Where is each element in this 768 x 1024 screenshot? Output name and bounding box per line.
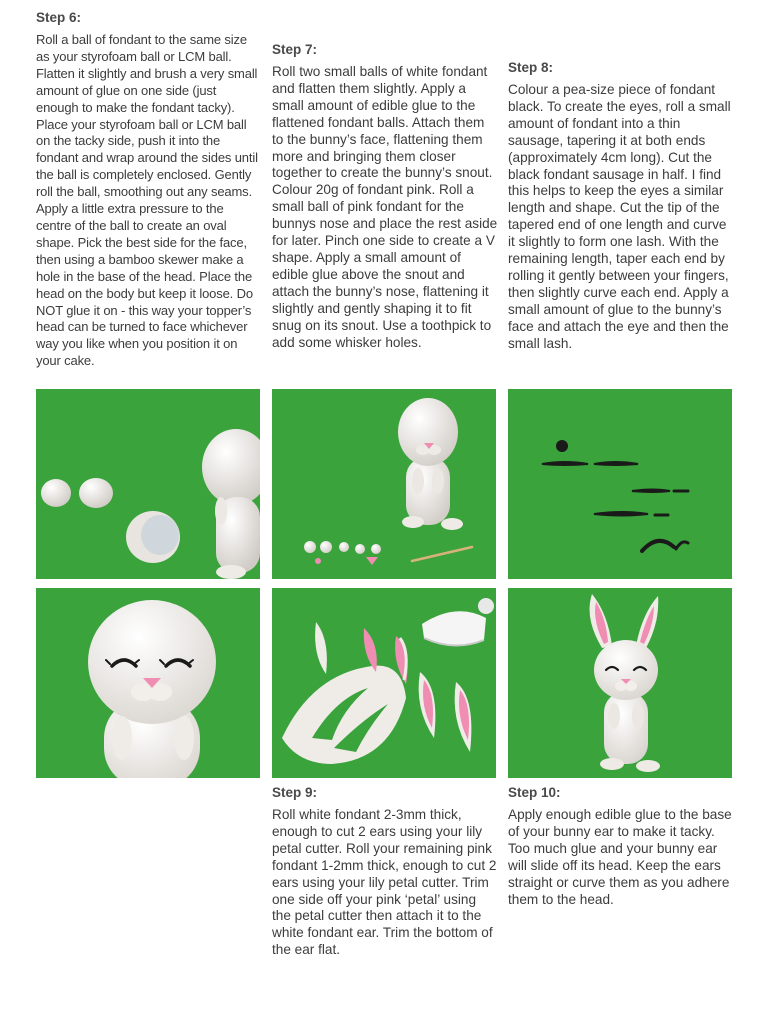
step-9-text: Roll white fondant 2-3mm thick, enough to cut 2 ears using your lily petal cutter. Roll your remaining pink fondant 1-2mm thick, enough to cut 2 ears using your lily petal cutter. Trim one side off your pink ‘petal’ using the petal cutter then attach it to the white fondant ear. Trim the bottom of the ear flat. <box>272 807 497 958</box>
step-6-title: Step 6: <box>36 10 82 25</box>
step-6-block <box>36 10 262 370</box>
photo-step-10 <box>508 588 732 778</box>
photo-step-6 <box>36 389 260 579</box>
step-10-text: Apply enough edible glue to the base of your bunny ear to make it tacky. Too much glue and your bunny ear will slide off its head. Keep the ears straight or curve them as you adhere them to the head. <box>508 807 732 907</box>
bunny-body <box>604 692 648 764</box>
bunny-body <box>406 457 450 525</box>
photo-step-9 <box>272 588 496 778</box>
black-fondant-ball <box>556 440 568 452</box>
step-7-block <box>272 42 498 351</box>
step-9-block <box>272 785 498 959</box>
step-9-title: Step 9: <box>272 785 318 800</box>
step-7-title: Step 7: <box>272 42 318 57</box>
step-7-text: Roll two small balls of white fondant and flatten them slightly. Apply a small amount of edible glue to the flattened fondant balls. Attach them to the bunny’s face, flattening them more and bringing them closer together to create the bunny’s snout. Colour 20g of fondant pink. Roll a small ball of pink fondant for the bunnys nose and place the rest aside for later. Pinch one side to create a V shape. Apply a small amount of edible glue above the snout and attach the bunny’s nose, flattening it slightly and gently shaping it to fit snug on its snout. Use a toothpick to add some whisker holes. <box>272 64 498 350</box>
step-10-block <box>508 785 734 908</box>
bunny-head <box>594 640 658 700</box>
fondant-ball <box>79 478 113 508</box>
photo-step-7 <box>272 389 496 579</box>
step-8-title: Step 8: <box>508 60 554 75</box>
step-8-text: Colour a pea-size piece of fondant black. To create the eyes, roll a small amount of fondant into a thin sausage, tapering it at both ends (approximately 4cm long). Cut the black fondant sausage in half. I find this helps to keep the eyes a similar length and shape. Cut the tip of the tapered end of one length and curve it slightly to form one lash. With the remaining length, taper each end by rolling it gently between your fingers, then slightly curve each end. Apply a small amount of glue to the bunny’s face and attach the eye and then the small lash. <box>508 82 731 351</box>
step-6-text: Roll a ball of fondant to the same size as your styrofoam ball or LCM ball. Flatten it slightly and brush a very small amount of glue on one side (just enough to make the fondant tacky). Place your styrofoam ball or LCM ball on the tacky side, push it into the fondant and wrap around the sides until the ball is completely enclosed. Gently roll the ball, smoothing out any seams. Apply a little extra pressure to the centre of the ball to create an oval shape. Pick the best side for the face, then using a bamboo skewer make a hole in the base of the head. Place the head on the body but keep it loose. Do NOT glue it on - this way your topper’s head can be turned to face whichever way you like when you position it on your cake. <box>36 32 258 369</box>
bunny-head <box>398 398 458 466</box>
step-8-block <box>508 60 734 353</box>
photo-bunny-face <box>36 588 260 778</box>
photo-step-8 <box>508 389 732 579</box>
step-10-title: Step 10: <box>508 785 561 800</box>
styrofoam-ball <box>41 479 71 507</box>
